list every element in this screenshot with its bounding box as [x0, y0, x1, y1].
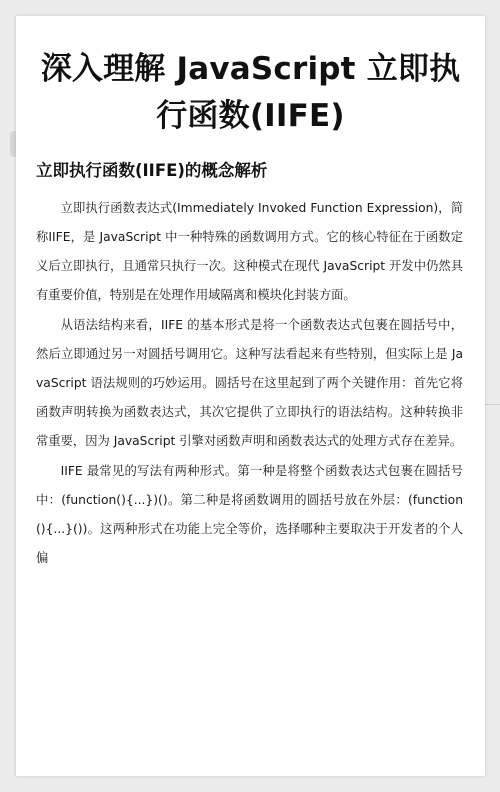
paragraph-1: 立即执行函数表达式(Immediately Invoked Function Expression)，简称IIFE，是 JavaScript 中一种特殊的函数调用方式。它的核心特征在于函数定义后立即执行，且通常只执行一次。这种模式在现代 JavaScript 开发中仍然具有重要价值，特别是在处理作用域隔离和模块化封装方面。 [36, 201, 463, 302]
document-title: 深入理解 JavaScript 立即执行函数(IIFE) [40, 51, 461, 134]
document-page[interactable] [16, 16, 485, 776]
document-body [36, 194, 463, 573]
paragraph-3: IIFE 最常见的写法有两种形式。第一种是将整个函数表达式包裹在圆括号中：(function(){...})()。第二种是将函数调用的圆括号放在外层：(function(){...}())。这两种形式在功能上完全等价，选择哪种主要取决于开发者的个人偏 [36, 464, 463, 565]
paragraph-2: 从语法结构来看，IIFE 的基本形式是将一个函数表达式包裹在圆括号中，然后立即通过另一对圆括号调用它。这种写法看起来有些特别，但实际上是 JavaScript 语法规则的巧妙运用。圆括号在这里起到了两个关键作用：首先它将函数声明转换为函数表达式，其次它提供了立即执行的语法结构。这种转换非常重要，因为 JavaScript 引擎对函数声明和函数表达式的处理方式存在差异。 [36, 318, 463, 448]
page-edge-line [485, 404, 500, 405]
section-heading: 立即执行函数(IIFE)的概念解析 [36, 161, 268, 180]
